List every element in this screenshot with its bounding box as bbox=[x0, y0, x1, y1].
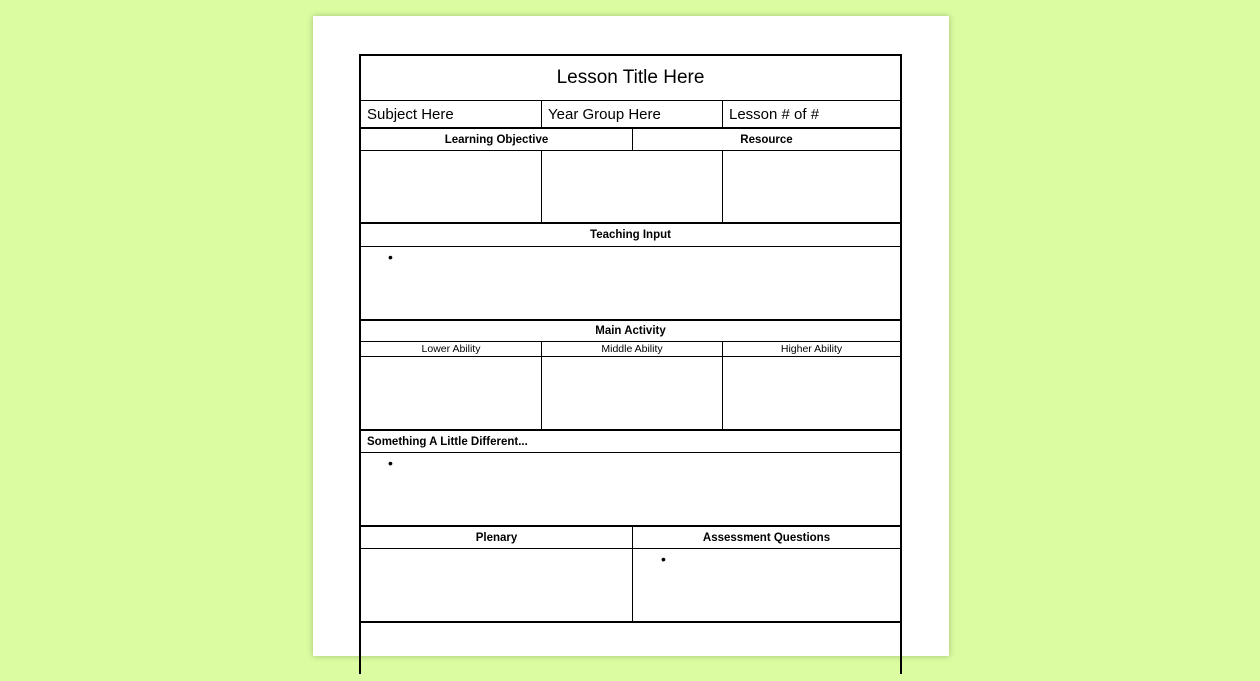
learning-objective-header: Learning Objective bbox=[444, 133, 549, 146]
higher-ability-header: Higher Ability bbox=[722, 342, 900, 356]
bullet-point: • bbox=[661, 551, 666, 567]
lower-ability-cell bbox=[361, 357, 541, 429]
ability-header-row bbox=[361, 341, 900, 356]
resource-header: Resource bbox=[632, 129, 900, 150]
plenary-cell bbox=[361, 549, 632, 621]
lower-ability-header: Lower Ability bbox=[421, 343, 481, 355]
higher-ability-cell bbox=[722, 357, 900, 429]
info-row bbox=[361, 100, 900, 127]
middle-ability-cell bbox=[541, 357, 722, 429]
something-different-body bbox=[361, 452, 900, 525]
objective-cell bbox=[361, 151, 541, 222]
middle-ability-header: Middle Ability bbox=[541, 342, 722, 356]
year-group-cell: Year Group Here bbox=[541, 101, 722, 127]
subject-cell: Subject Here bbox=[367, 105, 454, 123]
resource-cell bbox=[722, 151, 900, 222]
plenary-header: Plenary bbox=[475, 531, 518, 544]
objective-resource-body bbox=[361, 150, 900, 222]
objective-resource-header bbox=[361, 127, 900, 150]
plenary-assessment-header bbox=[361, 525, 900, 548]
bullet-point: • bbox=[388, 249, 393, 265]
lesson-title: Lesson Title Here bbox=[556, 67, 705, 88]
teaching-input-body bbox=[361, 246, 900, 319]
something-different-header: Something A Little Different... bbox=[361, 429, 900, 452]
next-section-row bbox=[361, 621, 900, 681]
assessment-questions-header: Assessment Questions bbox=[632, 527, 900, 548]
assessment-cell bbox=[632, 549, 900, 621]
lesson-number-cell: Lesson # of # bbox=[722, 101, 900, 127]
teaching-input-header: Teaching Input bbox=[361, 222, 900, 246]
ability-body-row bbox=[361, 356, 900, 429]
objective-cell-2 bbox=[541, 151, 722, 222]
plenary-assessment-body bbox=[361, 548, 900, 621]
main-activity-header: Main Activity bbox=[361, 319, 900, 341]
bullet-point: • bbox=[388, 455, 393, 471]
lesson-plan-table bbox=[359, 54, 902, 674]
